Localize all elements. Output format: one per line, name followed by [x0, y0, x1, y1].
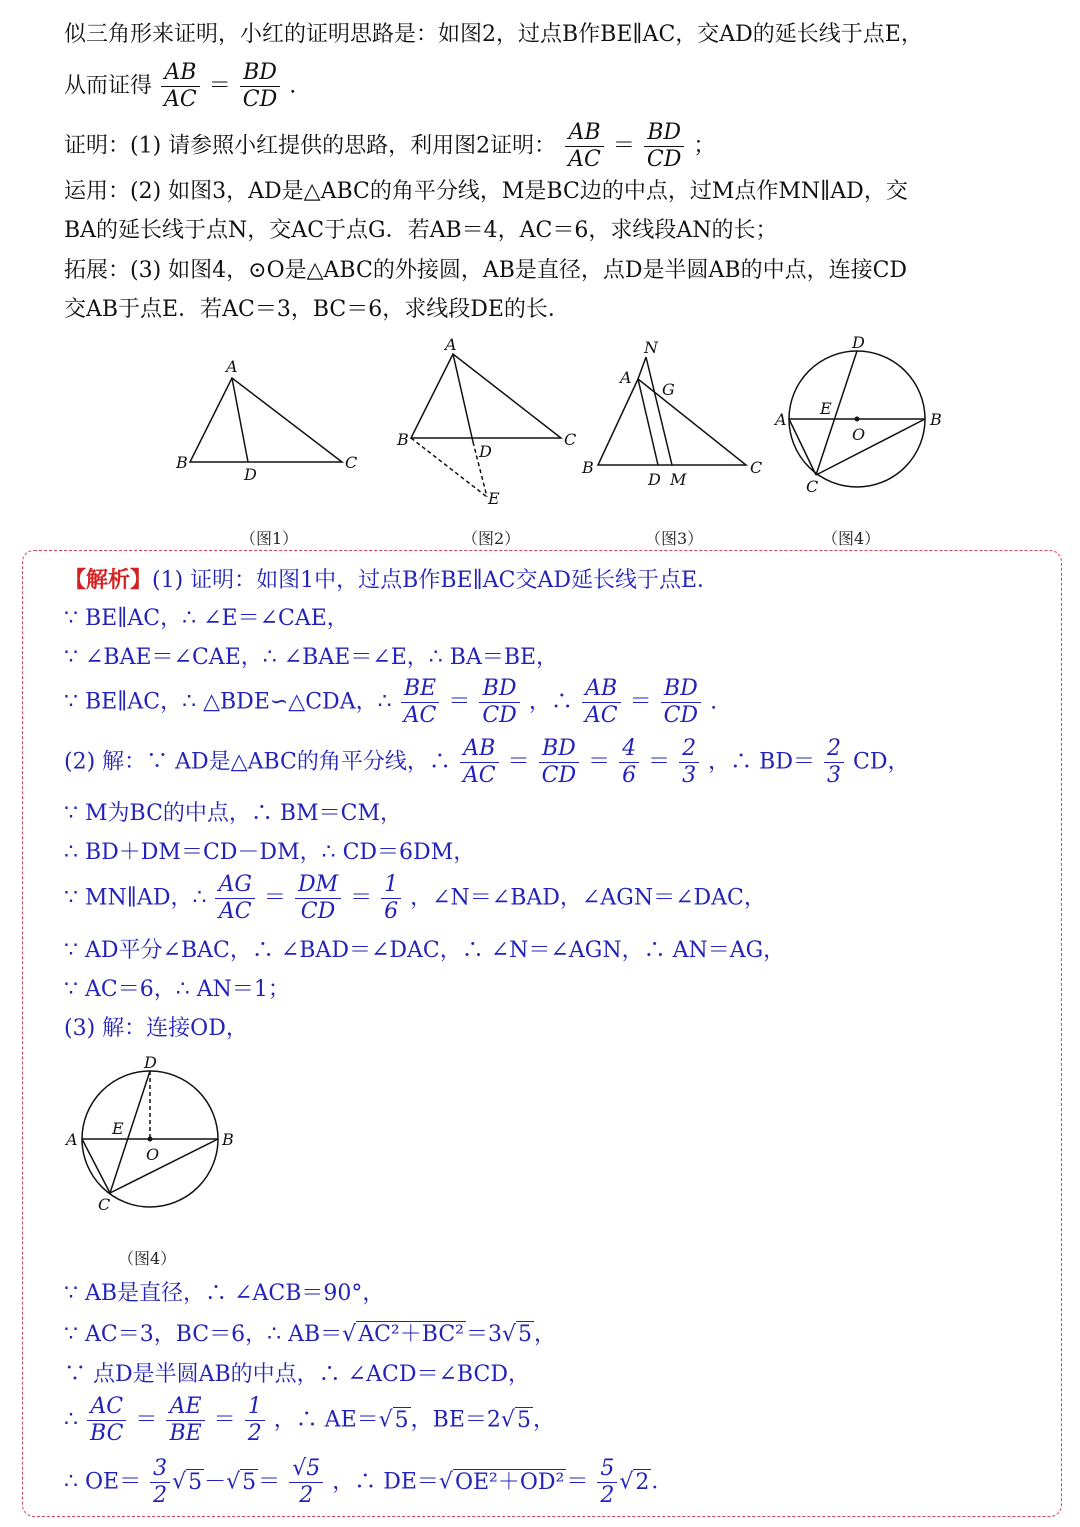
- problem-line-6: 拓展：(3) 如图4，⊙O是△ABC的外接圆，AB是直径，点D是半圆AB的中点，连接CD: [64, 258, 908, 283]
- fraction: [295, 872, 341, 925]
- equals: ＝: [612, 133, 635, 159]
- problem-line-1: 似三角形来证明，小红的证明思路是：如图2，过点B作BE∥AC，交AD的延长线于点E，: [64, 22, 923, 47]
- equals: ＝: [208, 73, 231, 99]
- denominator: BC: [90, 1421, 124, 1446]
- label-c: C: [98, 1195, 111, 1214]
- fraction: [460, 736, 499, 789]
- label-b: B: [582, 458, 594, 477]
- numerator: BD: [661, 676, 701, 703]
- label-m: M: [670, 470, 687, 489]
- segment-be: [411, 438, 487, 497]
- triangle-abc: [411, 354, 561, 438]
- fraction: [479, 676, 519, 729]
- fraction: [644, 120, 684, 173]
- solution-line-6: ∵ M为BC的中点，∴ BM＝CM，: [64, 801, 402, 826]
- equals: ＝: [263, 885, 286, 911]
- text: ，: [534, 1322, 557, 1347]
- period: .: [289, 73, 297, 99]
- numerator: 1: [381, 872, 401, 899]
- denominator: CD: [646, 147, 682, 172]
- label-c: C: [564, 430, 577, 449]
- sqrt-sign: √: [226, 1469, 241, 1495]
- figure-4: [770, 332, 950, 502]
- text: ∵ BE∥AC，∴ △BDE∽△CDA，∴: [64, 689, 392, 715]
- segment-ad: [232, 378, 248, 462]
- fraction: [245, 1394, 265, 1447]
- numerator: 4: [619, 736, 639, 763]
- label-d: D: [144, 1053, 157, 1072]
- denominator: AC: [584, 703, 618, 728]
- numerator: AB: [161, 60, 200, 87]
- denominator: AC: [164, 87, 197, 112]
- text: ＝: [566, 1469, 589, 1495]
- fraction: [679, 736, 699, 789]
- label-d: D: [852, 333, 865, 352]
- fraction: [582, 676, 621, 729]
- radicand: 5: [518, 1322, 533, 1347]
- text: ＝3: [465, 1322, 502, 1347]
- numerator: BD: [539, 736, 579, 763]
- fraction: [215, 872, 254, 925]
- denominator: AC: [462, 763, 496, 788]
- denominator: 2: [153, 1483, 168, 1508]
- radicand: 2: [635, 1469, 650, 1495]
- numerator: BD: [240, 60, 280, 87]
- denominator: 6: [384, 899, 399, 924]
- numerator: AC: [87, 1394, 126, 1421]
- solution-line-13: [64, 1320, 556, 1350]
- label-o: O: [146, 1145, 160, 1164]
- solution-line-1: [64, 565, 719, 596]
- text: CD，: [852, 749, 910, 775]
- period: .: [710, 689, 718, 715]
- text: ∵ MN∥AD，∴: [64, 885, 207, 911]
- numerator: 1: [245, 1394, 265, 1421]
- numerator: AE: [166, 1394, 204, 1421]
- text: ，∴ BD＝: [708, 749, 815, 775]
- radicand: AC²＋BC²: [358, 1322, 464, 1347]
- denominator: 2: [299, 1483, 314, 1508]
- fraction: [381, 872, 401, 925]
- solution-line-7: ∴ BD＋DM＝CD－DM，∴ CD＝6DM，: [64, 840, 476, 865]
- problem-line-4: 运用：(2) 如图3，AD是△ABC的角平分线，M是BC边的中点，过M点作MN∥AD，交: [64, 179, 908, 204]
- numerator: 2: [679, 736, 699, 763]
- text: ，∴ DE＝: [332, 1469, 439, 1495]
- label-b: B: [930, 410, 942, 429]
- denominator: 3: [682, 763, 697, 788]
- semicolon: ；: [693, 133, 716, 159]
- numerator: DM: [295, 872, 341, 899]
- solution-line-9: ∵ AD平分∠BAC，∴ ∠BAD＝∠DAC，∴ ∠N＝∠AGN，∴ AN＝AG，: [64, 938, 786, 963]
- denominator: CD: [300, 899, 336, 924]
- equals: ＝: [213, 1407, 236, 1433]
- fraction: [166, 1394, 204, 1447]
- numerator: BD: [479, 676, 519, 703]
- segment-bc: [110, 1139, 218, 1193]
- solution-figure: [60, 1048, 250, 1218]
- denominator: AC: [403, 703, 437, 728]
- equals: ＝: [135, 1407, 158, 1433]
- numerator: BE: [401, 676, 440, 703]
- text: ，BE＝2: [410, 1407, 501, 1433]
- numerator: 5: [597, 1456, 617, 1483]
- solution-tag: 【解析】: [64, 567, 153, 593]
- sqrt-sign: √: [342, 1322, 357, 1347]
- denominator: 6: [622, 763, 637, 788]
- label-b: B: [397, 430, 409, 449]
- label-d: D: [648, 470, 661, 489]
- denominator: BE: [169, 1421, 202, 1446]
- text: ，: [532, 1407, 555, 1433]
- text: 证明：(1) 请参照小红提供的思路，利用图2证明：: [64, 133, 557, 159]
- label-o: O: [852, 425, 866, 444]
- label-a: A: [445, 335, 457, 354]
- label-c: C: [750, 458, 763, 477]
- figure-1: [170, 350, 370, 490]
- fraction: [597, 1456, 617, 1509]
- label-c: C: [345, 453, 358, 472]
- numerator: AG: [215, 872, 254, 899]
- figure-3: [578, 335, 768, 495]
- label-c: C: [806, 477, 819, 496]
- label-a: A: [775, 410, 787, 429]
- segment-nm: [646, 357, 672, 465]
- solution-line-14: ∵ 点D是半圆AB的中点，∴ ∠ACD＝∠BCD，: [64, 1362, 530, 1387]
- fraction: [240, 60, 280, 113]
- radicand: 5: [188, 1469, 203, 1495]
- denominator: CD: [242, 87, 278, 112]
- text: ∵ AC＝3，BC＝6，∴ AB＝: [64, 1322, 343, 1347]
- label-e: E: [820, 399, 832, 418]
- text: ，∴ AE＝: [273, 1407, 379, 1433]
- caption-figure-1: （图1）: [240, 529, 299, 548]
- text: －: [204, 1469, 227, 1495]
- numerator: BD: [644, 120, 684, 147]
- text: ∴: [64, 1407, 78, 1433]
- text: ，∠N＝∠BAD，∠AGN＝∠DAC，: [410, 885, 766, 911]
- solution-line-10: ∵ AC＝6，∴ AN＝1；: [64, 977, 290, 1002]
- label-a: A: [620, 368, 632, 387]
- problem-line-3: [64, 120, 715, 173]
- solution-line-15: [64, 1394, 555, 1447]
- denominator: AC: [218, 899, 252, 924]
- text: ＝: [258, 1469, 281, 1495]
- numerator: AB: [565, 120, 604, 147]
- label-e: E: [488, 489, 500, 508]
- fraction: [289, 1456, 323, 1509]
- segment-an: [638, 357, 646, 379]
- denominator: 2: [247, 1421, 262, 1446]
- numerator: AB: [582, 676, 621, 703]
- equals: ＝: [448, 689, 471, 715]
- numerator: 2: [824, 736, 844, 763]
- sqrt-sign: √: [438, 1469, 453, 1495]
- label-g: G: [662, 380, 675, 399]
- center-point: [855, 417, 860, 422]
- equals: ＝: [507, 749, 530, 775]
- radicand: 5: [516, 1407, 531, 1433]
- sqrt-sign: √: [378, 1407, 393, 1433]
- text: (1) 证明：如图1中，过点B作BE∥AC交AD延长线于点E．: [152, 568, 720, 593]
- label-d: D: [244, 465, 257, 484]
- label-n: N: [644, 338, 658, 357]
- label-b: B: [176, 453, 188, 472]
- equals: ＝: [629, 689, 652, 715]
- fraction: [619, 736, 639, 789]
- fraction: [401, 676, 440, 729]
- solution-line-12: ∵ AB是直径，∴ ∠ACB＝90°，: [64, 1281, 385, 1306]
- sqrt-sign: √: [172, 1469, 187, 1495]
- equals: ＝: [648, 749, 671, 775]
- segment-ac: [789, 419, 816, 475]
- denominator: CD: [482, 703, 517, 728]
- figure-2: [393, 332, 593, 512]
- triangle-abc: [190, 378, 342, 462]
- label-a: A: [226, 357, 238, 376]
- caption-figure-3: （图3）: [645, 529, 704, 548]
- denominator: 2: [600, 1483, 615, 1508]
- fraction: [150, 1456, 170, 1509]
- fraction: [539, 736, 579, 789]
- fraction: [161, 60, 200, 113]
- denominator: CD: [663, 703, 699, 728]
- text: (2) 解：∵ AD是△ABC的角平分线，∴: [64, 749, 451, 775]
- radicand: 5: [394, 1407, 409, 1433]
- sqrt-sign: √: [501, 1322, 517, 1347]
- solution-line-5: [64, 736, 909, 789]
- radicand: OE²＋OD²: [454, 1469, 565, 1495]
- sqrt-sign: √: [619, 1469, 634, 1495]
- caption-figure-4: （图4）: [822, 529, 881, 548]
- text: ∴ OE＝: [64, 1469, 142, 1495]
- fraction: [87, 1394, 126, 1447]
- numerator: 3: [150, 1456, 170, 1483]
- fraction: [661, 676, 701, 729]
- sqrt-sign: √: [500, 1407, 515, 1433]
- center-point: [148, 1137, 153, 1142]
- solution-line-16: [64, 1456, 673, 1509]
- equals: ＝: [588, 749, 611, 775]
- solution-line-11: (3) 解：连接OD，: [64, 1016, 248, 1041]
- problem-line-5: BA的延长线于点N，交AC于点G．若AB＝4，AC＝6，求线段AN的长；: [64, 218, 778, 243]
- numerator: √5: [289, 1456, 323, 1483]
- caption-solution-figure: （图4）: [118, 1249, 177, 1268]
- solution-line-4: [64, 676, 717, 729]
- text: 从而证得: [64, 73, 153, 99]
- denominator: CD: [541, 763, 577, 788]
- solution-line-2: ∵ BE∥AC，∴ ∠E＝∠CAE，: [64, 606, 349, 631]
- equals: ＝: [350, 885, 373, 911]
- fraction: [824, 736, 844, 789]
- fraction: [565, 120, 604, 173]
- denominator: AC: [568, 147, 601, 172]
- problem-line-7: 交AB于点E．若AC＝3，BC＝6，求线段DE的长．: [64, 297, 570, 322]
- caption-figure-2: （图2）: [462, 529, 521, 548]
- radicand: 5: [242, 1469, 257, 1495]
- problem-line-2: [64, 60, 296, 113]
- label-a: A: [66, 1130, 78, 1149]
- label-b: B: [222, 1130, 234, 1149]
- segment-ac: [82, 1139, 110, 1193]
- text: ．: [651, 1469, 674, 1495]
- text: ，∴: [528, 689, 573, 715]
- solution-line-3: ∵ ∠BAE＝∠CAE，∴ ∠BAE＝∠E，∴ BA＝BE，: [64, 645, 559, 670]
- solution-line-8: [64, 872, 766, 925]
- label-d: D: [479, 442, 492, 461]
- numerator: AB: [460, 736, 499, 763]
- label-e: E: [112, 1119, 124, 1138]
- denominator: 3: [826, 763, 841, 788]
